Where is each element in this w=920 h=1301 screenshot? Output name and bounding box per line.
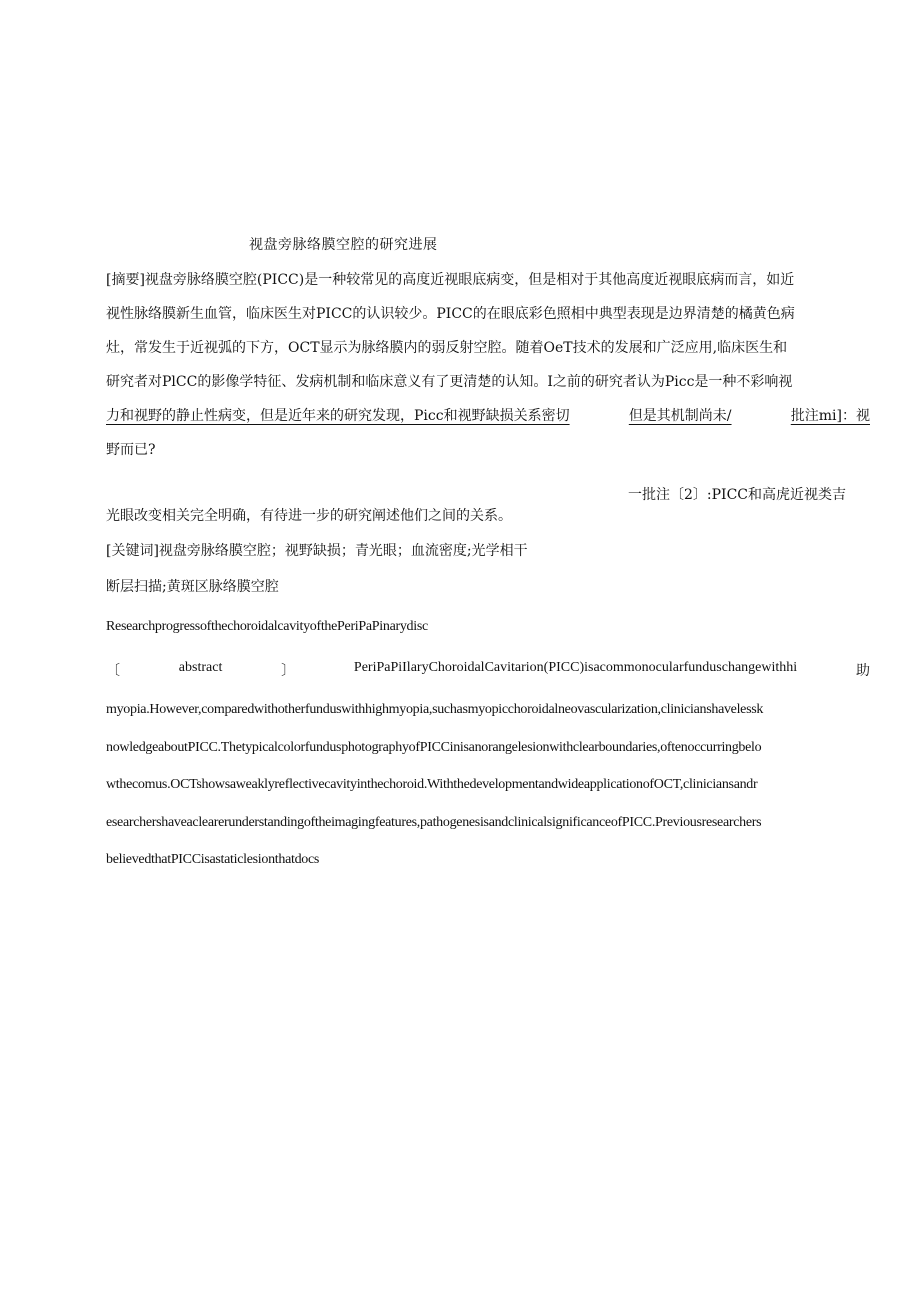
text-line: 力和视野的静止性病变，但是近年来的研究发现，Picc和视野缺损关系密切 [106, 408, 570, 424]
abstract-line [106, 365, 870, 399]
english-line: myopia.However,comparedwithotherfunduswithhighmyopia,suchasmyopicchoroidalneovascularization,clinicianshavelessk [106, 702, 764, 717]
abstract-continuation: 光眼改变相关完全明确，有待进一步的研究阐述他们之间的关系。 [106, 508, 512, 524]
abstract-chinese [106, 263, 870, 467]
comment-2[interactable]: 一批注〔2〕:PICC和高虎近视类吉 [628, 487, 846, 503]
english-line: esearchershaveaclearerunderstandingoftheimagingfeatures,pathogenesisandclinicalsignificanceofPICC.Previousresearchers [106, 815, 762, 830]
abstract-line [106, 297, 870, 331]
text-line: [摘要]视盘旁脉络膜空腔(PICC)是一种较常见的高度近视眼底病变，但是相对于其他高度近视眼底病而言，如近 [106, 272, 795, 288]
keywords-line-1: [关键词]视盘旁脉络膜空腔；视野缺损；青光眼；血流密度;光学相干 [106, 543, 528, 559]
text-line: 野而已? [106, 442, 156, 458]
bracket-close: 〕 [281, 664, 296, 679]
english-line: wthecomus.OCTshowsaweaklyreflectivecavityinthechoroid.WiththedevelopmentandwideapplicationofOCT,cliniciansandr [106, 777, 758, 792]
text-line: 视性脉络膜新生血管，临床医生对PICC的认识较少。PICC的在眼底彩色照相中典型表现是边界清楚的橘黄色病 [106, 306, 795, 322]
comment-anchor[interactable]: 但是其机制尚未/ [628, 408, 732, 424]
english-abstract-first-line [106, 660, 870, 680]
abstract-line [106, 263, 870, 297]
comment-label[interactable]: 批注mi]：视 [790, 408, 870, 424]
english-line: believedthatPICCisastaticlesionthatdocs [106, 852, 320, 867]
abstract-line-with-comment [106, 399, 870, 433]
abstract-line [106, 331, 870, 365]
english-title: ResearchprogressofthechoroidalcavityofthePeriPaPinarydisc [106, 619, 428, 634]
abstract-line [106, 433, 870, 467]
english-line: nowledgeaboutPICC.ThetypicalcolorfundusphotographyofPICCinisanorangelesionwithclearboundaries,oftenoccurringbelo [106, 740, 762, 755]
text-line: 研究者对PlCC的影像学特征、发病机制和临床意义有了更清楚的认知。I之前的研究者认为Picc是一种不彩响视 [106, 374, 793, 390]
bracket-open: 〔 [106, 664, 120, 679]
keywords-line-2: 断层扫描;黄斑区脉络膜空腔 [106, 579, 279, 595]
text-line: 灶，常发生于近视弧的下方，OCT显示为脉络膜内的弱反射空腔。随着OeT技术的发展和广泛应用,临床医生和 [106, 340, 788, 356]
abstract-label: abstract [178, 660, 223, 675]
stray-glyph: 助 [855, 664, 870, 679]
abstract-text: PeriPaPiIlaryChoroidalCavitarion(PICC)isacommonocularfunduschangewithhi [353, 660, 798, 675]
paper-title: 视盘旁脉络膜空腔的研究进展 [249, 237, 438, 253]
